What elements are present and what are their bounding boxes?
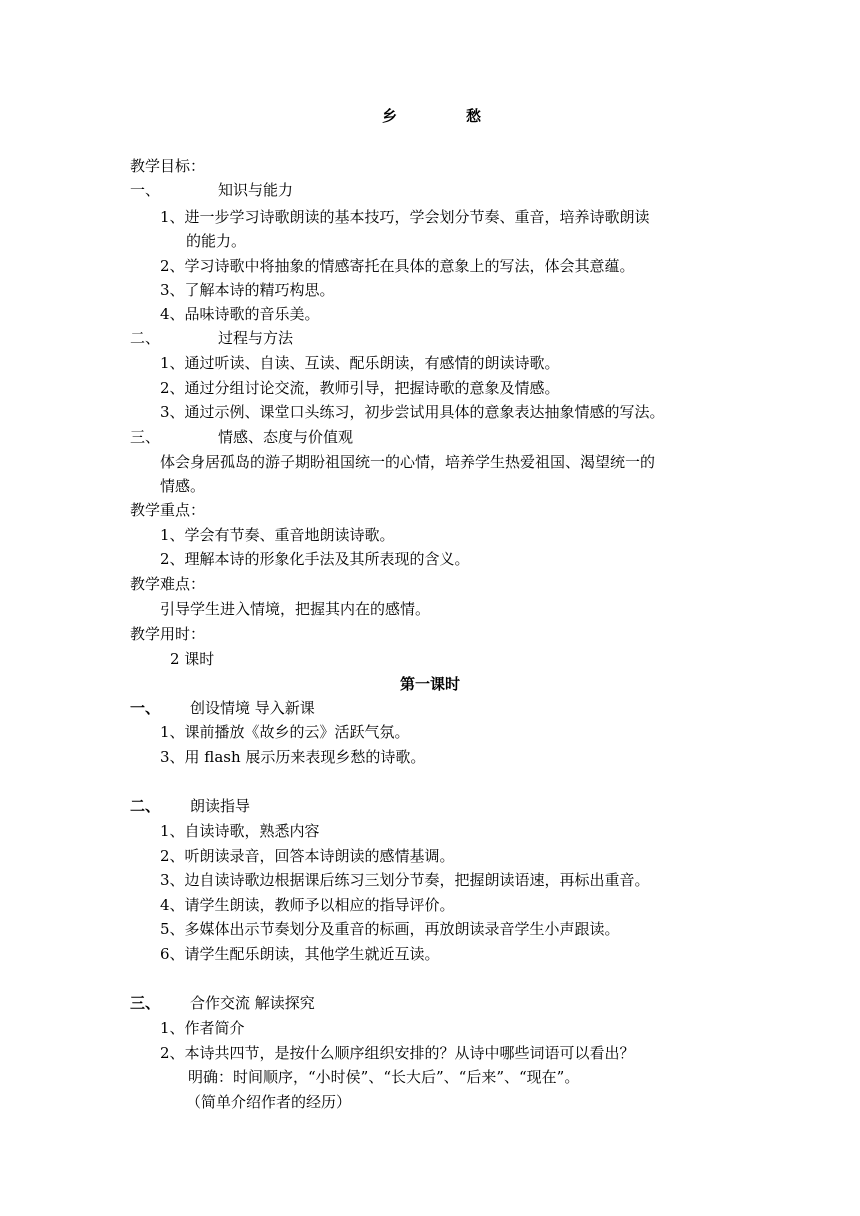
step-3-item: 明确：时间顺序，“小时侯”、“长大后”、“后来”、“现在”。	[188, 1068, 580, 1086]
step-3-title: 合作交流 解读探究	[190, 994, 315, 1012]
objective-2-title: 过程与方法	[218, 329, 294, 347]
key-point-item: 1、学会有节奏、重音地朗读诗歌。	[160, 526, 395, 544]
doc-title-char-1: 乡	[382, 107, 398, 125]
objective-2-number: 二、	[130, 329, 161, 347]
difficulty-heading: 教学难点：	[130, 575, 206, 593]
step-3-item: 1、作者简介	[160, 1019, 245, 1037]
objective-1-item: 3、了解本诗的精巧构思。	[160, 281, 335, 299]
difficulty-text: 引导学生进入情境，把握其内在的感情。	[160, 600, 431, 618]
step-3-number: 三、	[130, 994, 161, 1012]
step-2-item: 5、多媒体出示节奏划分及重音的标画，再放朗读录音学生小声跟读。	[160, 920, 620, 938]
key-point-item: 2、理解本诗的形象化手法及其所表现的含义。	[160, 550, 470, 568]
objective-2-item: 2、通过分组讨论交流，教师引导，把握诗歌的意象及情感。	[160, 379, 560, 397]
objective-3-item: 情感。	[160, 477, 206, 495]
step-2-item: 4、请学生朗读，教师予以相应的指导评价。	[160, 896, 455, 914]
step-2-item: 1、自读诗歌，熟悉内容	[160, 822, 320, 840]
objective-1-number: 一、	[130, 181, 161, 199]
step-2-title: 朗读指导	[190, 797, 251, 815]
step-2-number: 二、	[130, 797, 161, 815]
step-1-title: 创设情境 导入新课	[190, 699, 315, 717]
objective-1-item: 4、品味诗歌的音乐美。	[160, 305, 320, 323]
objective-3-number: 三、	[130, 428, 161, 446]
step-3-item: 2、本诗共四节，是按什么顺序组织安排的？从诗中哪些词语可以看出？	[160, 1044, 635, 1062]
step-1-number: 一、	[130, 699, 161, 717]
objective-2-item: 1、通过听读、自读、互读、配乐朗读，有感情的朗读诗歌。	[160, 354, 560, 372]
objective-1-item: 1、进一步学习诗歌朗读的基本技巧，学会划分节奏、重音，培养诗歌朗读	[160, 208, 650, 226]
objective-2-item: 3、通过示例、课堂口头练习，初步尝试用具体的意象表达抽象情感的写法。	[160, 403, 665, 421]
objective-3-title: 情感、态度与价值观	[218, 428, 354, 446]
step-3-item: （简单介绍作者的经历）	[186, 1093, 352, 1111]
step-2-item: 3、边自读诗歌边根据课后练习三划分节奏，把握朗读语速，再标出重音。	[160, 871, 650, 889]
objective-1-item: 2、学习诗歌中将抽象的情感寄托在具体的意象上的写法，体会其意蕴。	[160, 257, 635, 275]
lesson-1-title: 第一课时	[399, 675, 460, 693]
step-2-item: 6、请学生配乐朗读，其他学生就近互读。	[160, 945, 440, 963]
objective-1-title: 知识与能力	[218, 181, 294, 199]
objective-1-item: 的能力。	[186, 232, 247, 250]
step-1-item: 3、用 flash 展示历来表现乡愁的诗歌。	[160, 748, 426, 766]
doc-title-char-2: 愁	[466, 107, 482, 125]
objective-3-item: 体会身居孤岛的游子期盼祖国统一的心情，培养学生热爱祖国、渴望统一的	[160, 453, 656, 471]
time-text: 2 课时	[170, 650, 215, 668]
step-2-item: 2、听朗读录音，回答本诗朗读的感情基调。	[160, 847, 455, 865]
time-heading: 教学用时：	[130, 625, 206, 643]
key-points-heading: 教学重点：	[130, 501, 206, 519]
objectives-heading: 教学目标：	[130, 157, 206, 175]
step-1-item: 1、课前播放《故乡的云》活跃气氛。	[160, 723, 410, 741]
